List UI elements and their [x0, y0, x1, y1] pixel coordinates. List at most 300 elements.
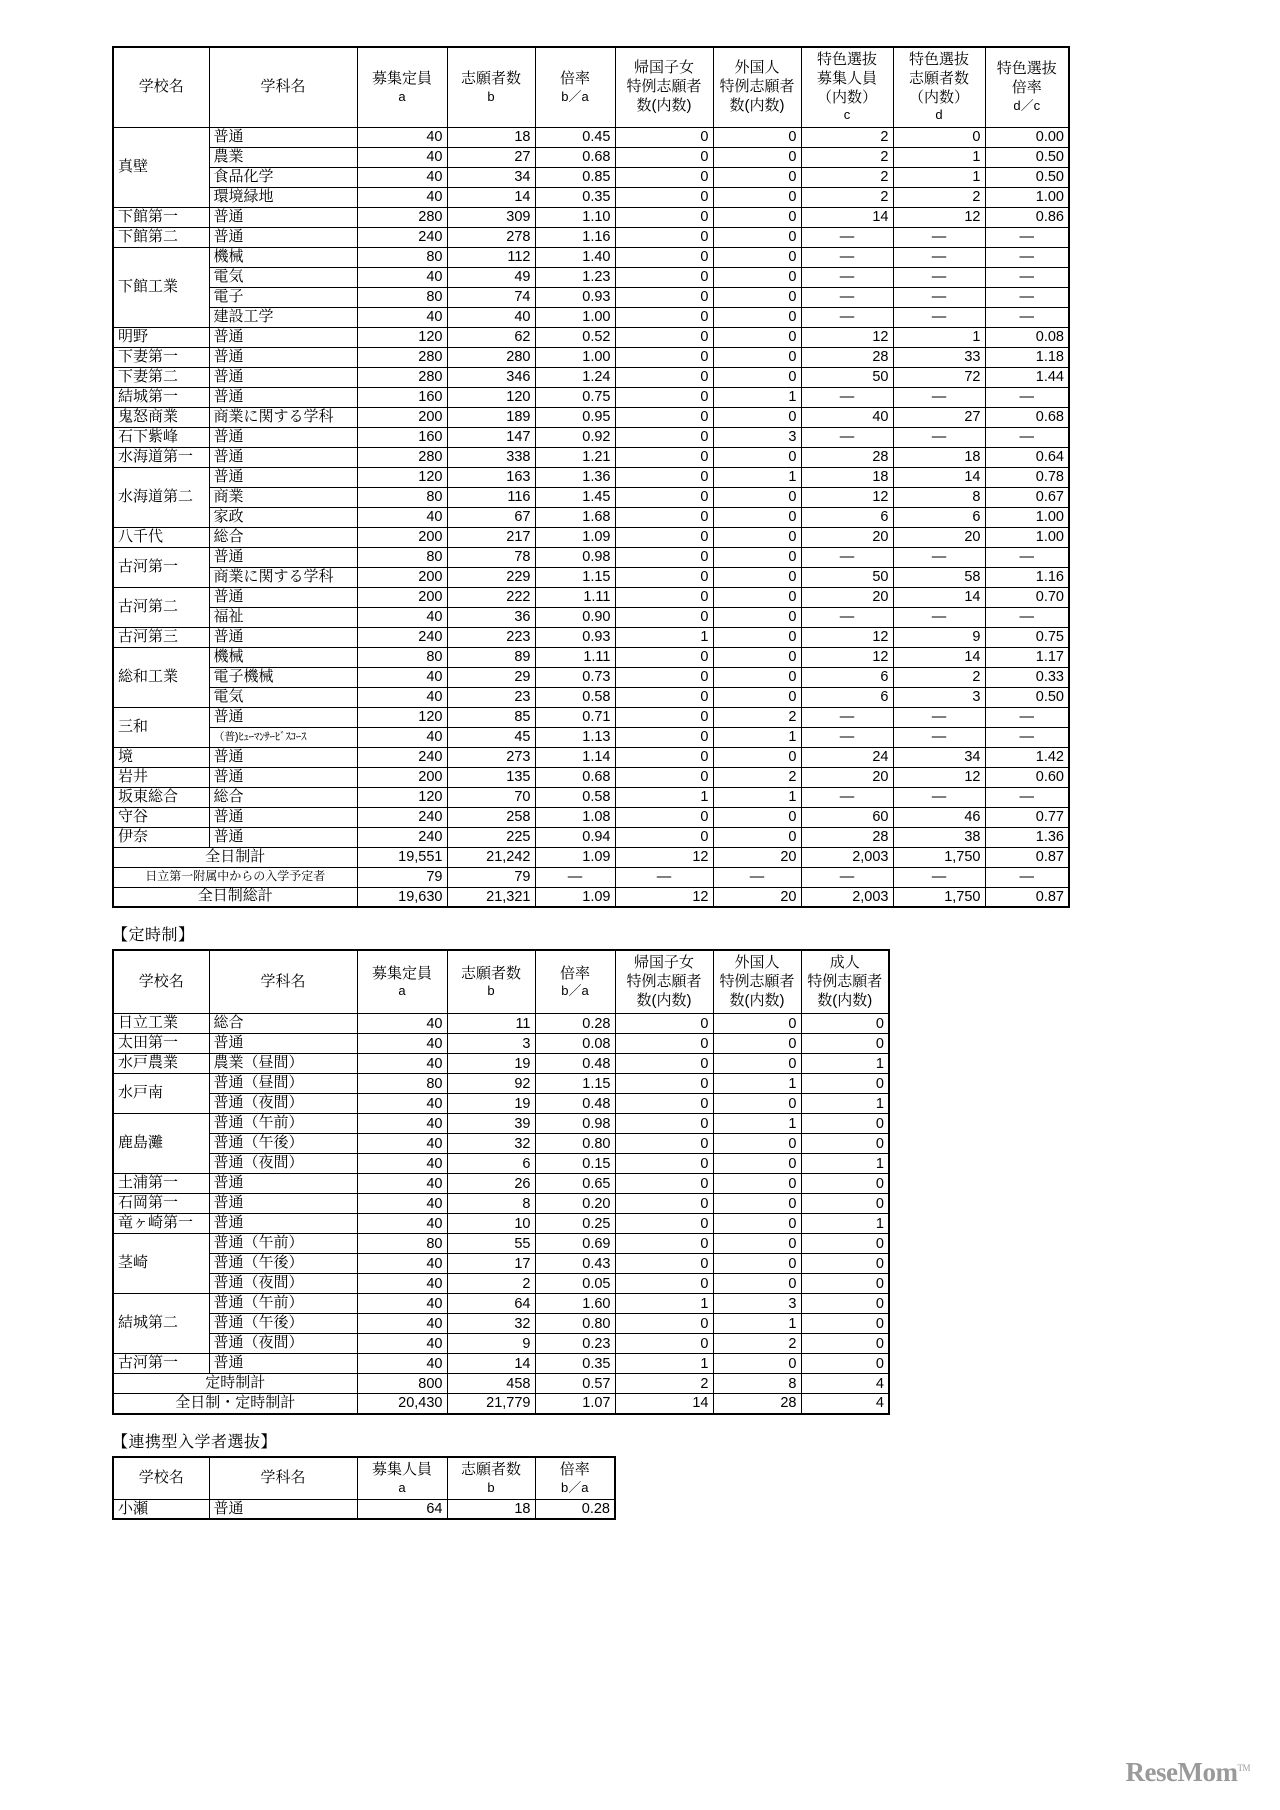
returnee-applicants-cell: 0 [615, 447, 713, 467]
course-name-cell: 普通（午前） [209, 1234, 357, 1254]
special-applicants-cell: 14 [893, 647, 985, 667]
capacity-cell: 40 [357, 507, 447, 527]
capacity-cell: 40 [357, 1114, 447, 1134]
adult-applicants-cell: 1 [801, 1054, 889, 1074]
special-capacity-cell: 20 [801, 587, 893, 607]
ratio-cell: 1.09 [535, 887, 615, 907]
foreign-applicants-cell: 0 [713, 507, 801, 527]
header-row [113, 950, 889, 1014]
capacity-cell: 79 [357, 867, 447, 887]
school-name-cell: 太田第一 [113, 1034, 209, 1054]
ratio-cell: 1.24 [535, 367, 615, 387]
special-capacity-cell: 2 [801, 167, 893, 187]
foreign-applicants-cell: 0 [713, 1274, 801, 1294]
fulltime-table-header [113, 47, 1069, 127]
parttime-header-cell-3 [447, 950, 535, 1014]
header-main-text: 帰国子女 特例志願者 数(内数) [626, 954, 702, 1009]
applicants-cell: 62 [447, 327, 535, 347]
school-name-cell: 真壁 [113, 127, 209, 207]
school-name-cell: 茎崎 [113, 1234, 209, 1294]
adult-applicants-cell: 0 [801, 1074, 889, 1094]
total-label-cell: 定時制計 [113, 1374, 357, 1394]
special-ratio-cell: 1.00 [985, 527, 1069, 547]
school-name-cell: 伊奈 [113, 827, 209, 847]
adult-applicants-cell: 4 [801, 1394, 889, 1414]
school-name-cell: 下妻第二 [113, 367, 209, 387]
capacity-cell: 19,630 [357, 887, 447, 907]
fulltime-header-cell-6 [713, 47, 801, 127]
returnee-applicants-cell: 0 [615, 187, 713, 207]
applicants-cell: 258 [447, 807, 535, 827]
special-ratio-cell: 0.70 [985, 587, 1069, 607]
header-main-text: 特色選抜 倍率 [996, 60, 1057, 97]
capacity-cell: 280 [357, 207, 447, 227]
header-sub-text: b [487, 1479, 495, 1495]
table-row [113, 1014, 889, 1034]
special-applicants-cell: — [893, 607, 985, 627]
course-name-cell: 普通 [209, 447, 357, 467]
special-applicants-cell: 3 [893, 687, 985, 707]
foreign-applicants-cell: 20 [713, 887, 801, 907]
special-ratio-cell: — [985, 867, 1069, 887]
parttime-section-title: 【定時制】 [112, 927, 195, 944]
foreign-applicants-cell: 0 [713, 567, 801, 587]
returnee-applicants-cell: 0 [615, 487, 713, 507]
ratio-cell: 0.23 [535, 1334, 615, 1354]
ratio-cell: 1.14 [535, 747, 615, 767]
ratio-cell: 0.28 [535, 1499, 615, 1519]
applicants-cell: 49 [447, 267, 535, 287]
special-ratio-cell: — [985, 387, 1069, 407]
returnee-applicants-cell: 1 [615, 627, 713, 647]
capacity-cell: 40 [357, 1034, 447, 1054]
ratio-cell: 1.11 [535, 647, 615, 667]
returnee-applicants-cell: 12 [615, 887, 713, 907]
special-applicants-cell: 1,750 [893, 847, 985, 867]
header-main-text: 募集定員 [371, 69, 432, 87]
special-ratio-cell: 1.00 [985, 507, 1069, 527]
ratio-cell: 1.15 [535, 1074, 615, 1094]
foreign-applicants-cell: 0 [713, 207, 801, 227]
special-capacity-cell: — [801, 247, 893, 267]
capacity-cell: 20,430 [357, 1394, 447, 1414]
table-row [113, 1074, 889, 1094]
ratio-cell: 0.05 [535, 1274, 615, 1294]
applicants-cell: 6 [447, 1154, 535, 1174]
special-ratio-cell: 1.18 [985, 347, 1069, 367]
special-ratio-cell: 0.68 [985, 407, 1069, 427]
header-main-text: 募集定員 [371, 964, 432, 982]
special-capacity-cell: 40 [801, 407, 893, 427]
table-row [113, 247, 1069, 267]
adult-applicants-cell: 0 [801, 1294, 889, 1314]
school-name-cell: 明野 [113, 327, 209, 347]
special-ratio-cell: 0.87 [985, 847, 1069, 867]
ratio-cell: 0.43 [535, 1254, 615, 1274]
ratio-cell: 0.65 [535, 1174, 615, 1194]
header-main-text: 外国人 特例志願者 数(内数) [719, 59, 795, 114]
returnee-applicants-cell: 0 [615, 827, 713, 847]
special-applicants-cell: 9 [893, 627, 985, 647]
course-name-cell: 普通（午前） [209, 1114, 357, 1134]
fulltime-header-cell-5 [615, 47, 713, 127]
special-capacity-cell: 6 [801, 687, 893, 707]
total-label-cell: 日立第一附属中からの入学予定者 [113, 867, 357, 887]
special-applicants-cell: 2 [893, 187, 985, 207]
special-applicants-cell: — [893, 267, 985, 287]
ratio-cell: 0.94 [535, 827, 615, 847]
school-name-cell: 下館第二 [113, 227, 209, 247]
applicants-cell: 309 [447, 207, 535, 227]
school-name-cell: 石下紫峰 [113, 427, 209, 447]
foreign-applicants-cell: 0 [713, 647, 801, 667]
capacity-cell: 200 [357, 567, 447, 587]
special-capacity-cell: — [801, 787, 893, 807]
special-ratio-cell: 0.60 [985, 767, 1069, 787]
ratio-cell: 0.28 [535, 1014, 615, 1034]
ratio-cell: 0.48 [535, 1054, 615, 1074]
school-name-cell: 岩井 [113, 767, 209, 787]
parttime-header-cell-4 [535, 950, 615, 1014]
special-capacity-cell: 14 [801, 207, 893, 227]
table-row [113, 227, 1069, 247]
applicants-cell: 9 [447, 1334, 535, 1354]
renkei-header-cell-4 [535, 1457, 615, 1500]
table-row [113, 747, 1069, 767]
ratio-cell: 0.58 [535, 687, 615, 707]
applicants-cell: 79 [447, 867, 535, 887]
table-row [113, 187, 1069, 207]
adult-applicants-cell: 0 [801, 1194, 889, 1214]
capacity-cell: 80 [357, 547, 447, 567]
header-main-text: 募集人員 [371, 1460, 432, 1478]
special-ratio-cell: — [985, 547, 1069, 567]
total-row [113, 847, 1069, 867]
table-row [113, 1134, 889, 1154]
course-name-cell: 普通 [209, 367, 357, 387]
capacity-cell: 240 [357, 807, 447, 827]
applicants-cell: 278 [447, 227, 535, 247]
special-ratio-cell: — [985, 727, 1069, 747]
special-ratio-cell: 1.36 [985, 827, 1069, 847]
renkei-header-cell-0 [113, 1457, 209, 1500]
special-capacity-cell: 50 [801, 367, 893, 387]
special-capacity-cell: 6 [801, 667, 893, 687]
ratio-cell: 0.71 [535, 707, 615, 727]
foreign-applicants-cell: 0 [713, 1094, 801, 1114]
capacity-cell: 240 [357, 627, 447, 647]
special-capacity-cell: 20 [801, 767, 893, 787]
returnee-applicants-cell: 1 [615, 1294, 713, 1314]
ratio-cell: 0.68 [535, 767, 615, 787]
ratio-cell: 1.09 [535, 847, 615, 867]
fulltime-header-cell-0 [113, 47, 209, 127]
ratio-cell: 0.08 [535, 1034, 615, 1054]
returnee-applicants-cell: 0 [615, 427, 713, 447]
special-applicants-cell: — [893, 727, 985, 747]
foreign-applicants-cell: 0 [713, 587, 801, 607]
special-ratio-cell: 0.08 [985, 327, 1069, 347]
capacity-cell: 40 [357, 267, 447, 287]
header-row [113, 47, 1069, 127]
capacity-cell: 19,551 [357, 847, 447, 867]
special-capacity-cell: 28 [801, 447, 893, 467]
course-name-cell: 普通（午前） [209, 1294, 357, 1314]
special-capacity-cell: 12 [801, 627, 893, 647]
school-name-cell: 水戸南 [113, 1074, 209, 1114]
special-applicants-cell: 27 [893, 407, 985, 427]
applicants-cell: 17 [447, 1254, 535, 1274]
course-name-cell: 商業 [209, 487, 357, 507]
course-name-cell: 普通 [209, 427, 357, 447]
table-row [113, 1094, 889, 1114]
special-capacity-cell: 6 [801, 507, 893, 527]
special-capacity-cell: — [801, 307, 893, 327]
course-name-cell: 普通 [209, 747, 357, 767]
table-row [113, 1254, 889, 1274]
table-row [113, 127, 1069, 147]
capacity-cell: 40 [357, 687, 447, 707]
foreign-applicants-cell: 0 [713, 1354, 801, 1374]
returnee-applicants-cell: — [615, 867, 713, 887]
applicants-cell: 458 [447, 1374, 535, 1394]
returnee-applicants-cell: 0 [615, 727, 713, 747]
header-sub-text: a [398, 88, 406, 104]
renkei-section-title: 【連携型入学者選抜】 [112, 1433, 278, 1451]
special-applicants-cell: 14 [893, 467, 985, 487]
capacity-cell: 40 [357, 1294, 447, 1314]
special-capacity-cell: 2,003 [801, 847, 893, 867]
special-ratio-cell: — [985, 787, 1069, 807]
header-main-text: 志願者数 [460, 69, 521, 87]
parttime-table-body [113, 1014, 889, 1414]
foreign-applicants-cell: 0 [713, 1054, 801, 1074]
adult-applicants-cell: 1 [801, 1154, 889, 1174]
fulltime-table [112, 46, 1070, 908]
capacity-cell: 200 [357, 407, 447, 427]
course-name-cell: 電気 [209, 687, 357, 707]
applicants-cell: 67 [447, 507, 535, 527]
school-name-cell: 総和工業 [113, 647, 209, 707]
table-row [113, 1194, 889, 1214]
header-sub-text: b／a [561, 88, 589, 104]
fulltime-header-cell-7 [801, 47, 893, 127]
table-row [113, 1234, 889, 1254]
course-name-cell: 普通 [209, 807, 357, 827]
applicants-cell: 120 [447, 387, 535, 407]
special-capacity-cell: — [801, 267, 893, 287]
ratio-cell: 0.98 [535, 547, 615, 567]
table-row [113, 1314, 889, 1334]
special-ratio-cell: 0.86 [985, 207, 1069, 227]
header-main-text: 学科名 [260, 1468, 306, 1486]
course-name-cell: 商業に関する学科 [209, 407, 357, 427]
adult-applicants-cell: 0 [801, 1354, 889, 1374]
fulltime-header-cell-3 [447, 47, 535, 127]
course-name-cell: 普通 [209, 627, 357, 647]
table-row [113, 807, 1069, 827]
applicants-cell: 74 [447, 287, 535, 307]
header-main-text: 学科名 [260, 972, 306, 990]
capacity-cell: 40 [357, 1314, 447, 1334]
fulltime-header-cell-2 [357, 47, 447, 127]
special-capacity-cell: 2 [801, 187, 893, 207]
course-name-cell: 普通（夜間） [209, 1154, 357, 1174]
table-row [113, 607, 1069, 627]
course-name-cell: 電子 [209, 287, 357, 307]
table-row [113, 707, 1069, 727]
special-applicants-cell: 1,750 [893, 887, 985, 907]
table-row [113, 1034, 889, 1054]
table-row [113, 147, 1069, 167]
school-name-cell: 日立工業 [113, 1014, 209, 1034]
special-applicants-cell: 1 [893, 147, 985, 167]
returnee-applicants-cell: 0 [615, 267, 713, 287]
school-name-cell: 三和 [113, 707, 209, 747]
capacity-cell: 40 [357, 187, 447, 207]
ratio-cell: 0.35 [535, 187, 615, 207]
applicants-cell: 135 [447, 767, 535, 787]
table-row [113, 627, 1069, 647]
special-capacity-cell: 18 [801, 467, 893, 487]
special-capacity-cell: — [801, 607, 893, 627]
adult-applicants-cell: 0 [801, 1234, 889, 1254]
capacity-cell: 40 [357, 1214, 447, 1234]
parttime-header-cell-0 [113, 950, 209, 1014]
adult-applicants-cell: 0 [801, 1034, 889, 1054]
returnee-applicants-cell: 0 [615, 307, 713, 327]
header-main-text: 倍率 [559, 1460, 590, 1478]
special-applicants-cell: 58 [893, 567, 985, 587]
foreign-applicants-cell: 1 [713, 1114, 801, 1134]
applicants-cell: 3 [447, 1034, 535, 1054]
special-ratio-cell: — [985, 707, 1069, 727]
header-sub-text: d [935, 107, 943, 123]
ratio-cell: 0.85 [535, 167, 615, 187]
returnee-applicants-cell: 0 [615, 1014, 713, 1034]
parttime-table [112, 949, 890, 1415]
returnee-applicants-cell: 0 [615, 1234, 713, 1254]
returnee-applicants-cell: 0 [615, 1334, 713, 1354]
course-name-cell: 普通 [209, 1194, 357, 1214]
foreign-applicants-cell: 0 [713, 187, 801, 207]
course-name-cell: 普通 [209, 347, 357, 367]
special-applicants-cell: 34 [893, 747, 985, 767]
foreign-applicants-cell: 0 [713, 487, 801, 507]
applicants-cell: 89 [447, 647, 535, 667]
table-row [113, 567, 1069, 587]
special-applicants-cell: 12 [893, 207, 985, 227]
foreign-applicants-cell: 0 [713, 327, 801, 347]
table-row [113, 1114, 889, 1134]
course-name-cell: 普通（夜間） [209, 1094, 357, 1114]
special-applicants-cell: 72 [893, 367, 985, 387]
special-applicants-cell: — [893, 427, 985, 447]
header-sub-text: b [487, 983, 495, 999]
ratio-cell: 0.48 [535, 1094, 615, 1114]
table-row [113, 287, 1069, 307]
total-row [113, 887, 1069, 907]
special-capacity-cell: 2 [801, 147, 893, 167]
capacity-cell: 40 [357, 147, 447, 167]
header-row [113, 1457, 615, 1500]
foreign-applicants-cell: 0 [713, 447, 801, 467]
adult-applicants-cell: 0 [801, 1334, 889, 1354]
capacity-cell: 40 [357, 1134, 447, 1154]
course-name-cell: 家政 [209, 507, 357, 527]
special-ratio-cell: 1.16 [985, 567, 1069, 587]
ratio-cell: 1.21 [535, 447, 615, 467]
table-row [113, 787, 1069, 807]
capacity-cell: 40 [357, 1174, 447, 1194]
applicants-cell: 8 [447, 1194, 535, 1214]
course-name-cell: 総合 [209, 787, 357, 807]
adult-applicants-cell: 0 [801, 1014, 889, 1034]
applicants-cell: 217 [447, 527, 535, 547]
special-applicants-cell: — [893, 707, 985, 727]
header-main-text: 志願者数 [460, 1460, 521, 1478]
table-row [113, 1499, 615, 1519]
table-row [113, 167, 1069, 187]
special-applicants-cell: — [893, 287, 985, 307]
applicants-cell: 189 [447, 407, 535, 427]
capacity-cell: 40 [357, 607, 447, 627]
capacity-cell: 200 [357, 527, 447, 547]
fulltime-header-cell-1 [209, 47, 357, 127]
special-applicants-cell: — [893, 387, 985, 407]
returnee-applicants-cell: 0 [615, 1114, 713, 1134]
foreign-applicants-cell: 0 [713, 1254, 801, 1274]
foreign-applicants-cell: 0 [713, 247, 801, 267]
special-capacity-cell: 24 [801, 747, 893, 767]
table-row [113, 1354, 889, 1374]
ratio-cell: 0.45 [535, 127, 615, 147]
ratio-cell: 0.58 [535, 787, 615, 807]
capacity-cell: 80 [357, 487, 447, 507]
special-applicants-cell: 33 [893, 347, 985, 367]
special-applicants-cell: — [893, 227, 985, 247]
foreign-applicants-cell: 1 [713, 467, 801, 487]
course-name-cell: 普通 [209, 707, 357, 727]
adult-applicants-cell: 0 [801, 1174, 889, 1194]
total-label-cell: 全日制総計 [113, 887, 357, 907]
returnee-applicants-cell: 0 [615, 1094, 713, 1114]
foreign-applicants-cell: 1 [713, 787, 801, 807]
ratio-cell: 0.95 [535, 407, 615, 427]
adult-applicants-cell: 0 [801, 1254, 889, 1274]
foreign-applicants-cell: 0 [713, 127, 801, 147]
applicants-cell: 27 [447, 147, 535, 167]
table-row [113, 467, 1069, 487]
school-name-cell: 鹿島灘 [113, 1114, 209, 1174]
foreign-applicants-cell: 0 [713, 667, 801, 687]
course-name-cell: 普通（午後） [209, 1254, 357, 1274]
returnee-applicants-cell: 0 [615, 687, 713, 707]
special-ratio-cell: — [985, 307, 1069, 327]
renkei-header-cell-2 [357, 1457, 447, 1500]
special-ratio-cell: 0.75 [985, 627, 1069, 647]
applicants-cell: 163 [447, 467, 535, 487]
table-row [113, 267, 1069, 287]
table-row [113, 387, 1069, 407]
special-capacity-cell: — [801, 547, 893, 567]
school-name-cell: 鬼怒商業 [113, 407, 209, 427]
course-name-cell: 環境緑地 [209, 187, 357, 207]
special-ratio-cell: 1.00 [985, 187, 1069, 207]
returnee-applicants-cell: 0 [615, 647, 713, 667]
returnee-applicants-cell: 0 [615, 327, 713, 347]
school-name-cell: 水海道第一 [113, 447, 209, 467]
